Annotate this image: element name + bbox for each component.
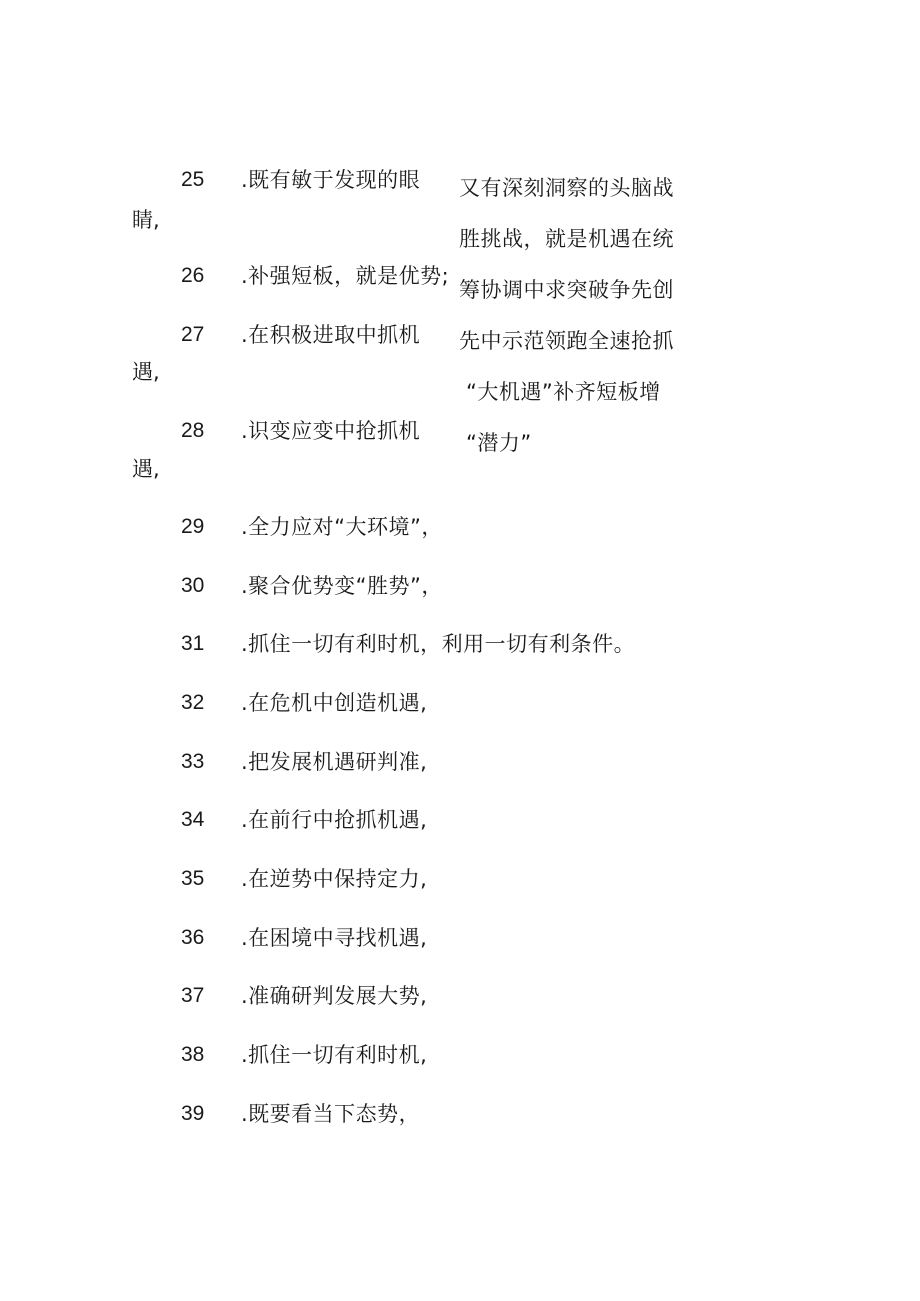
item-text: .既有敏于发现的眼 [241,168,421,192]
item-text: .在逆势中保持定力, [241,867,428,891]
item-number: 26 [181,264,205,287]
item-text: .识变应变中抢抓机 [241,419,421,443]
item-text-continuation: 睛, [132,208,160,232]
item-number: 37 [181,984,205,1007]
item-text: .在危机中创造机遇, [241,691,428,715]
item-number: 31 [181,632,205,655]
right-column-line: 胜挑战，就是机遇在统 [459,227,674,251]
item-text: .抓住一切有利时机, [241,1043,428,1067]
item-number: 32 [181,691,205,714]
item-text: .在积极进取中抓机 [241,323,421,347]
item-text: .补强短板，就是优势; [241,264,450,288]
right-column-line: 先中示范领跑全速抢抓 [459,329,674,353]
item-text: .准确研判发展大势, [241,984,428,1008]
item-number: 33 [181,750,205,773]
right-column-line: “潜力” [466,431,532,455]
right-column-line: “大机遇”补齐短板增 [466,380,661,404]
item-text: .在困境中寻找机遇, [241,926,428,950]
item-number: 39 [181,1102,205,1125]
item-number: 28 [181,419,205,442]
item-text: .全力应对“大环境”， [241,515,443,539]
item-number: 25 [181,168,205,191]
item-text: .既要看当下态势， [241,1102,421,1126]
item-number: 36 [181,926,205,949]
right-column-line: 筹协调中求突破争先创 [459,278,674,302]
item-text-continuation: 遇, [132,457,160,481]
item-number: 30 [181,574,205,597]
item-number: 34 [181,808,205,831]
item-number: 35 [181,867,205,890]
item-text: .抓住一切有利时机，利用一切有利条件。 [241,632,636,656]
item-number: 27 [181,323,205,346]
item-text: .在前行中抢抓机遇, [241,808,428,832]
item-number: 29 [181,515,205,538]
item-number: 38 [181,1043,205,1066]
right-column-line: 又有深刻洞察的头脑战 [459,176,674,200]
item-text: .把发展机遇研判准, [241,750,428,774]
item-text: .聚合优势变“胜势”， [241,574,443,598]
item-text-continuation: 遇, [132,360,160,384]
